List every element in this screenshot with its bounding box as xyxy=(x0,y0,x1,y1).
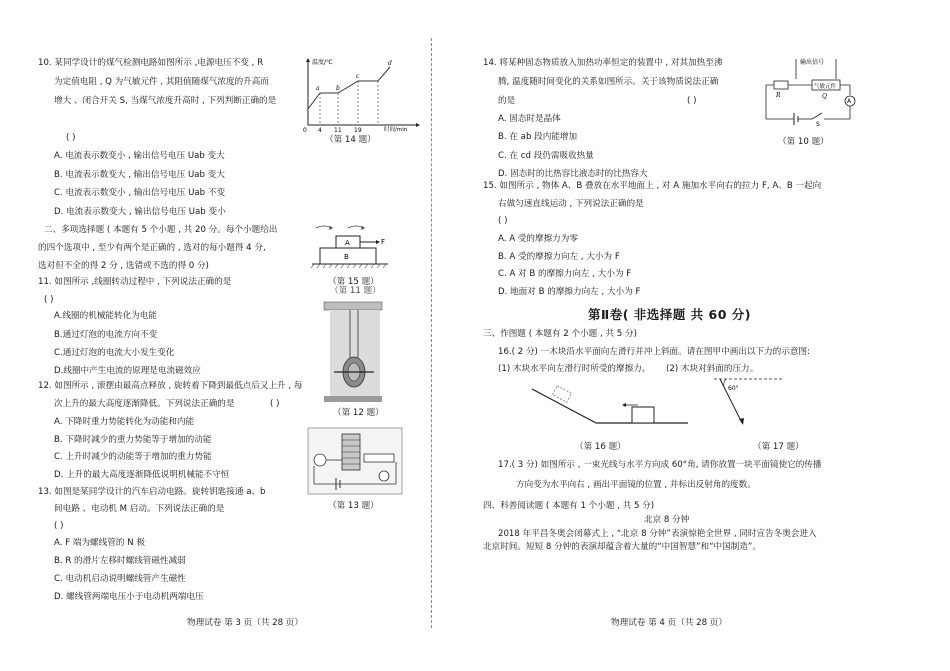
q12-option-a[interactable]: A. 下降时重力势能转化为动能和内能 xyxy=(54,417,195,427)
q15-option-b[interactable]: B. A 受的摩擦力向左 , 大小为 F xyxy=(498,252,620,262)
right-page-footer: 物理试卷 第 4 页（共 28 页） xyxy=(611,618,727,628)
car-start-circuit-figure xyxy=(306,426,404,496)
q11-option-d[interactable]: D.线圈中产生电流的原理是电流磁效应 xyxy=(54,366,201,376)
q11-option-a[interactable]: A.线圈的机械能转化为电能 xyxy=(54,311,157,321)
q13-stem-line1: 13. 如图是某同学设计的汽车启动电路。旋转钥匙接通 a、b xyxy=(38,487,266,497)
q11-stem: 11. 如图所示 ,线圈转动过程中 , 下列说法正确的是 xyxy=(38,277,232,287)
graph-point-b: b xyxy=(336,85,340,92)
q15-stem-line2: 右做匀速直线运动 , 下列说法正确的是 xyxy=(498,199,644,209)
q12-stem-line1: 12. 如图所示 , 滚摆由最高点释放 , 旋转着下降到最低点后又上升 , 每 xyxy=(38,381,303,391)
force-f-label: F xyxy=(381,238,386,246)
temperature-time-graph xyxy=(298,57,422,133)
q11-option-b[interactable]: B.通过灯泡的电流方向不变 xyxy=(54,330,158,340)
q15-option-a[interactable]: A. A 受的摩擦力为零 xyxy=(498,234,578,244)
light-ray-angle-figure xyxy=(712,375,784,429)
q14-option-b[interactable]: B. 在 ab 段内能增加 xyxy=(498,132,578,142)
q13-answer-paren: ( ) xyxy=(54,521,64,531)
q17-line2: 方向变为水平向右 , 画出平面镜的位置 , 并标出反射角的度数。 xyxy=(516,480,756,490)
q10-stem-line2: 为定值电阻 , Q 为气敏元件 , 其阻值随煤气浓度的升高而 xyxy=(54,77,269,87)
block-a-label: A xyxy=(345,239,350,247)
q13-stem-line2: 间电路 、电动机 M 启动。下列说法正确的是 xyxy=(54,504,225,514)
q10-stem-line1: 10. 某同学设计的煤气检测电路如图所示 ,电源电压不变 , R xyxy=(38,58,264,68)
q13-option-c[interactable]: C. 电动机启动说明螺线管产生磁性 xyxy=(54,574,186,584)
stacked-blocks-figure xyxy=(310,224,390,276)
article-line2: 北京时间。短短 8 分钟的表演却蕴含着大量的“中国智慧”和“中国制造”。 xyxy=(483,542,761,552)
rolling-pendulum-figure xyxy=(320,300,386,404)
section3-heading: 三、作图题 ( 本题有 2 个小题 , 共 5 分) xyxy=(483,329,637,339)
q13-option-a[interactable]: A. F 端为螺线管的 N 极 xyxy=(54,538,145,548)
resistor-r-label: R xyxy=(776,92,781,99)
q15-stem-line1: 15. 如图所示 , 物体 A、B 叠放在水平地面上 , 对 A 施加水平向右的拉力 F, A、B 一起向 xyxy=(483,181,822,191)
q14-stem-line3: 的是 xyxy=(498,96,516,106)
fig16-caption: （第 16 题） xyxy=(575,442,626,452)
graph-x-label: 时间/min xyxy=(384,127,408,133)
q14-answer-paren: ( ) xyxy=(687,96,697,106)
q10-answer-paren: ( ) xyxy=(66,133,76,143)
q11-answer-paren: ( ) xyxy=(44,295,54,305)
q12-option-b[interactable]: B. 下降时减少的重力势能等于增加的动能 xyxy=(54,435,212,445)
q15-option-c[interactable]: C. A 对 B 的摩擦力向左 , 大小为 F xyxy=(498,269,632,279)
q16-sub1: (1) 木块水平向左滑行时所受的摩擦力。 xyxy=(498,364,651,374)
gas-sensor-label: 气敏元件 xyxy=(814,84,837,90)
q15-answer-paren: ( ) xyxy=(498,216,508,226)
q13-option-d[interactable]: D. 螺线管两端电压小于电动机两端电压 xyxy=(54,592,204,602)
graph-tick-11: 11 xyxy=(334,127,342,133)
fig17-caption: （第 17 题） xyxy=(753,442,804,452)
q11-option-c[interactable]: C.通过灯泡的电流大小发生变化 xyxy=(54,348,175,358)
q12-option-d[interactable]: D. 上升的最大高度逐渐降低说明机械能不守恒 xyxy=(54,470,230,480)
switch-s-label: S xyxy=(816,121,820,127)
q14-option-d[interactable]: D. 固态时的比热容比液态时的比热容大 xyxy=(498,169,648,179)
article-line1: 2018 年平昌冬奥会闭幕式上 , “北京 8 分钟”表演惊艳全世界 , 同时宣告冬奥会进入 xyxy=(498,529,817,539)
q14-stem-line2: 腾, 温度随时间变化的关系如图所示。关于该物质说法正确 xyxy=(498,77,719,87)
fig10-caption: （第 10 题） xyxy=(778,137,829,147)
fig15-caption: （第 15 题） xyxy=(328,277,379,287)
section2-line1: 二、多项选择题 ( 本题有 5 个小题 , 共 20 分。每个小题给出 xyxy=(44,225,278,235)
q13-option-b[interactable]: B. R 的滑片左移时螺线管磁性减弱 xyxy=(54,556,186,566)
q12-stem-line2: 次上升的最大高度逐渐降低。下列说法正确的是 xyxy=(54,399,235,409)
q16-sub2: (2) 木块对斜面的压力。 xyxy=(666,364,759,374)
gas-detection-circuit-figure xyxy=(760,55,856,127)
section2-line3: 选对但不全的得 2 分 , 选错或不选的得 0 分) xyxy=(38,261,209,271)
section2-line2: 的四个选项中 , 至少有两个是正确的 , 选对的每小题得 4 分, xyxy=(38,243,266,253)
q12-answer-paren: ( ) xyxy=(270,399,280,409)
fig13-caption: （第 13 题） xyxy=(328,501,379,511)
article-title: 北京 8 分钟 xyxy=(644,515,690,525)
fig11-caption: （第 11 题） xyxy=(330,286,381,296)
fig12-caption: （第 12 题） xyxy=(333,408,384,418)
q15-option-d[interactable]: D. 地面对 B 的摩擦力向左 , 大小为 F xyxy=(498,287,641,297)
q10-option-d[interactable]: D. 电流表示数变大 , 输出信号电压 Uab 变小 xyxy=(54,207,226,217)
angle-label: 60° xyxy=(728,385,739,392)
fig14-caption: （第 14 题） xyxy=(325,135,376,145)
output-signal-label: 输出信号 xyxy=(800,59,825,66)
q12-option-c[interactable]: C. 上升时减少的动能等于增加的重力势能 xyxy=(54,452,212,462)
graph-point-a: a xyxy=(316,85,320,92)
sensor-q-label: Q xyxy=(822,93,827,100)
block-b-label: B xyxy=(344,253,349,261)
q14-option-a[interactable]: A. 固态时是晶体 xyxy=(498,114,561,124)
graph-tick-0: 0 xyxy=(303,127,307,133)
left-page-footer: 物理试卷 第 3 页（共 28 页） xyxy=(187,618,303,628)
graph-tick-4: 4 xyxy=(318,127,322,133)
q10-option-b[interactable]: B. 电流表示数变大 , 输出信号电压 Uab 变大 xyxy=(54,170,225,180)
graph-point-d: d xyxy=(388,60,392,67)
graph-y-label: 温度/℃ xyxy=(312,59,333,66)
q17-line1: 17.( 3 分) 如图所示 , 一束光线与水平方向成 60°角, 请你放置一块平面镜使它的传播 xyxy=(498,460,822,470)
section4-heading: 四、科普阅读题 ( 本题有 1 个小题 , 共 5 分) xyxy=(483,501,655,511)
q10-option-a[interactable]: A. 电流表示数变小 , 输出信号电压 Uab 变大 xyxy=(54,151,225,161)
graph-tick-19: 19 xyxy=(354,127,362,133)
q14-option-c[interactable]: C. 在 cd 段仍需吸收热量 xyxy=(498,151,594,161)
q14-stem-line1: 14. 将某种固态物质放入加热功率恒定的装置中 , 对其加热至沸 xyxy=(483,58,723,68)
q16-stem: 16.( 2 分) 一木块沿水平面向左滑行并冲上斜面。请在图甲中画出以下力的示意图: xyxy=(498,347,810,357)
q10-stem-line3: 增大 、闭合开关 S, 当煤气浓度升高时 , 下列判断正确的是 xyxy=(54,96,277,106)
page-divider xyxy=(431,38,432,628)
ammeter-label: A xyxy=(847,98,852,105)
incline-slide-figure xyxy=(530,383,690,429)
part2-title: 第Ⅱ卷( 非选择题 共 60 分) xyxy=(588,307,751,322)
graph-point-c: c xyxy=(356,73,360,80)
q10-option-c[interactable]: C. 电流表示数变小 , 输出信号电压 Uab 不变 xyxy=(54,188,226,198)
